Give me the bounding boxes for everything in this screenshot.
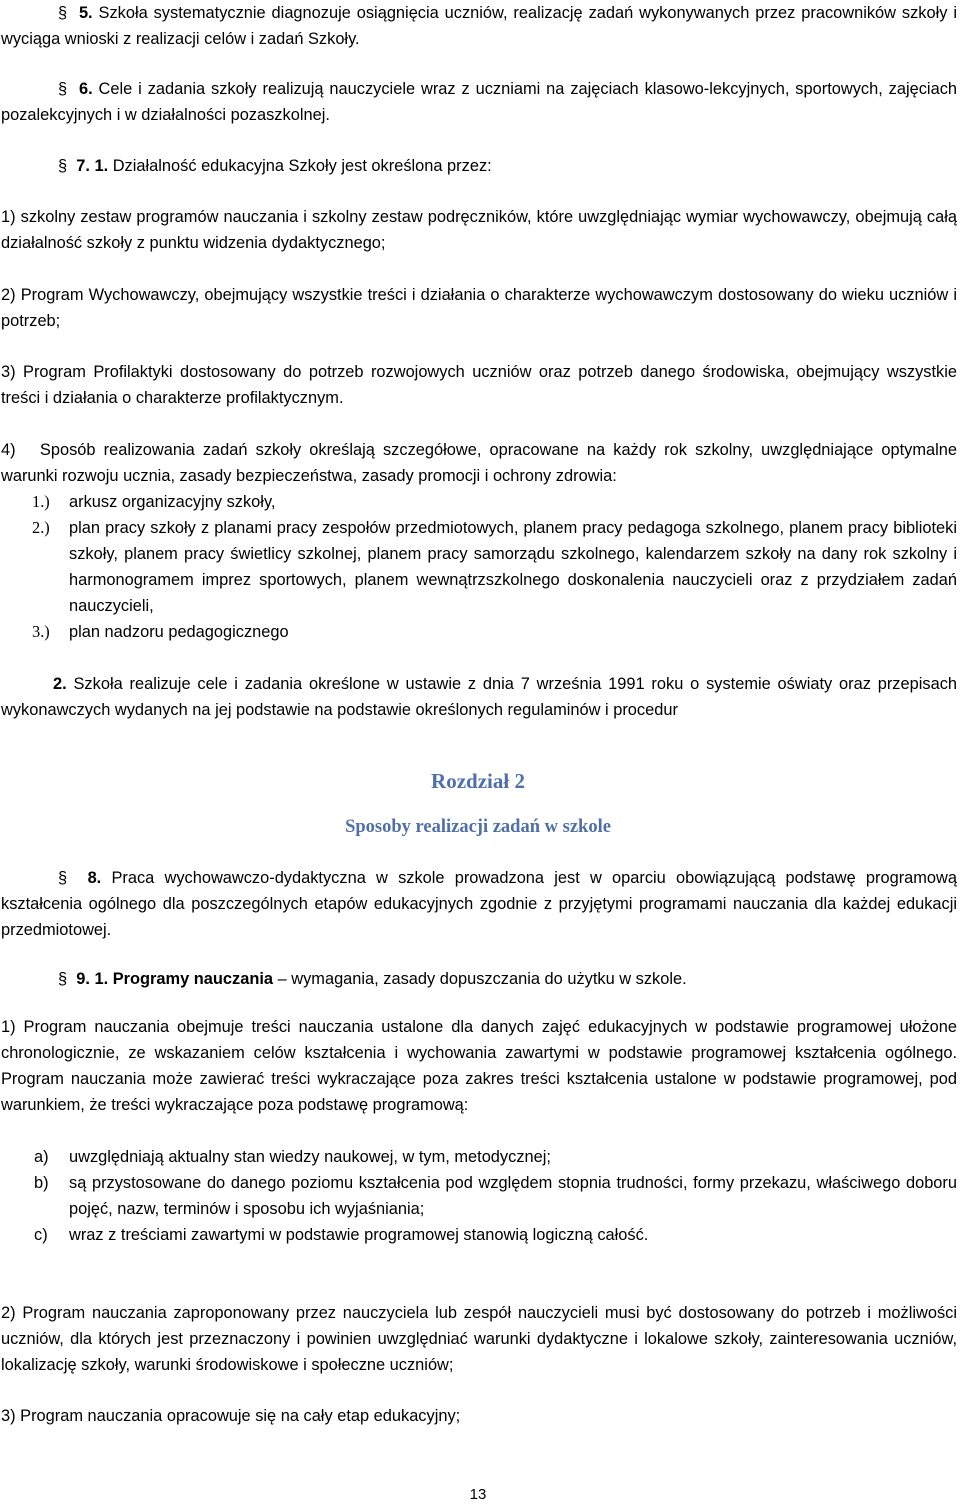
item-text: Program nauczania opracowuje się na cały etap edukacyjny; — [20, 1407, 461, 1425]
paragraph-number: 8. — [87, 869, 102, 887]
chapter-title: Rozdział 2 — [431, 769, 525, 793]
item-text: Sposób realizowania zadań szkoły określają szczegółowe, opracowane na każdy rok szkolny, uwzględniające optymalne warunki rozwoju ucznia, zasady bezpieczeństwa, zasady promocji i ochrony zdrowia: — [1, 441, 957, 485]
list-item — [1, 1014, 957, 1118]
paragraph-number: 2. — [53, 675, 67, 693]
item-number: 3) — [1, 1407, 16, 1425]
sub-list-item — [32, 515, 957, 619]
alpha-text: są przystosowane do danego poziomu kształcenia pod względem stopnia trudności, formy przekazu, właściwego doboru pojęć, nazw, terminów i sposobu ich wyjaśniania; — [69, 1174, 957, 1218]
alpha-list-item — [34, 1144, 957, 1170]
chapter-subtitle: Sposoby realizacji zadań w szkole — [345, 817, 611, 837]
sub-list-item — [32, 619, 957, 645]
paragraph-text: Praca wychowawczo-dydaktyczna w szkole prowadzona jest w oparciu obowiązującą podstawę programową kształcenia ogólnego dla poszczególnych etapów edukacyjnych zgodnie z przyjętymi programami nauczania dla każdej edukacji przedmiotowej. — [1, 869, 957, 939]
paragraph-6 — [1, 76, 957, 128]
alpha-marker: a) — [34, 1148, 49, 1166]
alpha-marker: c) — [34, 1226, 48, 1244]
section-mark: § — [58, 4, 68, 22]
paragraph-9 — [1, 966, 957, 992]
alpha-marker: b) — [34, 1174, 49, 1192]
item-text: Program Wychowawczy, obejmujący wszystkie treści i działania o charakterze wychowawczym dostosowany do wieku uczniów i potrzeb; — [1, 286, 957, 330]
list-item — [1, 204, 957, 256]
paragraph-text: Szkoła realizuje cele i zadania określone w ustawie z dnia 7 września 1991 roku o systemie oświaty oraz przepisach wykonawczych wydanych na jej podstawie na podstawie określonych regulaminów i procedur — [1, 675, 957, 719]
list-item — [1, 437, 957, 489]
paragraph-number: 9. 1. — [76, 970, 109, 988]
item-number: 2) — [1, 286, 16, 304]
paragraph-text: – wymagania, zasady dopuszczania do użytku w szkole. — [277, 970, 687, 988]
paragraph-7-2 — [1, 671, 957, 723]
list-item — [1, 1403, 957, 1429]
alpha-list-item — [34, 1170, 957, 1222]
paragraph-8 — [1, 865, 957, 943]
item-number: 1) — [1, 1018, 16, 1036]
item-text: szkolny zestaw programów nauczania i szkolny zestaw podręczników, które uwzględniając wymiar wychowawczy, obejmują całą działalność szkoły z punktu widzenia dydaktycznego; — [1, 208, 957, 252]
paragraph-text: Szkoła systematycznie diagnozuje osiągnięcia uczniów, realizację zadań wykonywanych przez pracowników szkoły i wyciąga wnioski z realizacji celów i zadań Szkoły. — [1, 4, 957, 48]
paragraph-bold-text: Programy nauczania — [112, 970, 274, 988]
list-item — [1, 359, 957, 411]
section-mark: § — [58, 80, 68, 98]
paragraph-number: 5. — [78, 4, 93, 22]
paragraph-7 — [1, 153, 957, 179]
sub-item-number: 3.) — [32, 622, 50, 641]
item-number: 2) — [1, 1304, 16, 1322]
sub-item-number: 2.) — [32, 518, 50, 537]
sub-item-text: arkusz organizacyjny szkoły, — [69, 493, 276, 511]
item-text: Program nauczania obejmuje treści nauczania ustalone dla danych zajęć edukacyjnych w podstawie programowej ułożone chronologicznie, ze wskazaniem celów kształcenia i wychowania zawartymi w podstawie programowej kształcenia ogólnego. Program nauczania może zawierać treści wykraczające poza zakres treści kształcenia ustalone w podstawie programowej, pod warunkiem, że treści wykraczające poza podstawę programową: — [1, 1018, 958, 1114]
sub-item-text: plan pracy szkoły z planami pracy zespołów przedmiotowych, planem pracy pedagoga szkolnego, planem pracy biblioteki szkoły, planem pracy świetlicy szkolnej, planem pracy samorządu szkolnego, kalendarzem szkoły na dany rok szkolny i harmonogramem imprez sportowych, planem wewnątrzszkolnego doskonalenia nauczycieli oraz z przydziałem zadań nauczycieli, — [69, 519, 957, 615]
sub-list-item — [32, 489, 957, 515]
alpha-text: uwzględniają aktualny stan wiedzy naukowej, w tym, metodycznej; — [69, 1148, 551, 1166]
item-number: 1) — [1, 208, 16, 226]
page-number: 13 — [469, 1486, 487, 1503]
list-item — [1, 1300, 957, 1378]
section-mark: § — [58, 869, 68, 887]
paragraph-5 — [1, 0, 957, 52]
item-text: Program nauczania zaproponowany przez nauczyciela lub zespół nauczycieli musi być dostosowany do potrzeb i możliwości uczniów, dla których jest przeznaczony i powinien uwzględniać warunki dydaktyczne i lokalowe szkoły, zainteresowania uczniów, lokalizację szkoły, warunki środowiskowe i społeczne uczniów; — [1, 1304, 957, 1374]
item-number: 3) — [1, 363, 16, 381]
paragraph-text: Działalność edukacyjna Szkoły jest określona przez: — [112, 157, 492, 175]
sub-item-number: 1.) — [32, 492, 50, 511]
section-mark: § — [58, 157, 68, 175]
alpha-list-item — [34, 1222, 957, 1248]
alpha-text: wraz z treściami zawartymi w podstawie programowej stanowią logiczną całość. — [69, 1226, 649, 1244]
sub-item-text: plan nadzoru pedagogicznego — [69, 623, 289, 641]
paragraph-text: Cele i zadania szkoły realizują nauczyciele wraz z uczniami na zajęciach klasowo-lekcyjnych, sportowych, zajęciach pozalekcyjnych i w działalności pozaszkolnej. — [1, 80, 957, 124]
list-item — [1, 282, 957, 334]
section-mark: § — [58, 970, 68, 988]
item-text: Program Profilaktyki dostosowany do potrzeb rozwojowych uczniów oraz potrzeb danego środowiska, obejmujący wszystkie treści i działania o charakterze profilaktycznym. — [1, 363, 957, 407]
item-number: 4) — [1, 441, 16, 459]
paragraph-number: 6. — [78, 80, 93, 98]
paragraph-number: 7. 1. — [76, 157, 109, 175]
